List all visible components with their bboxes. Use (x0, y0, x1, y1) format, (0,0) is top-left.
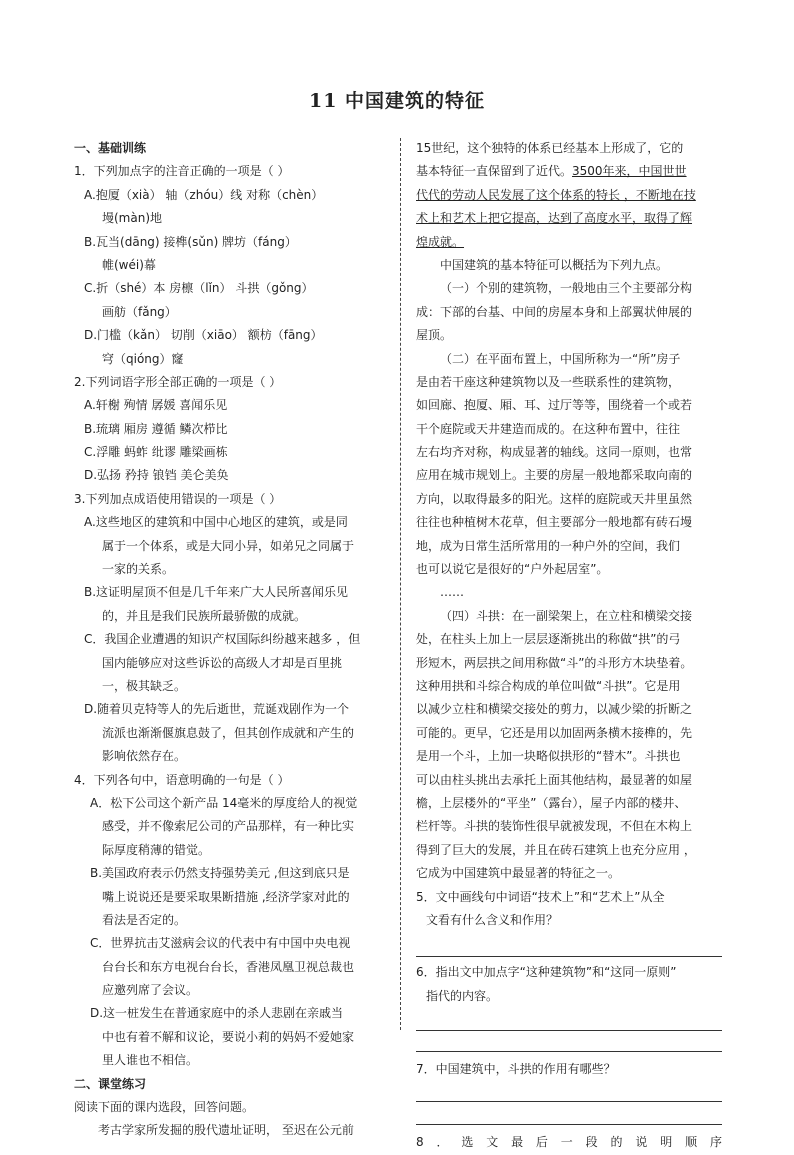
question-stem-q8 (416, 1131, 722, 1154)
option-line: 的，并且是我们民族所最骄傲的成就。 (102, 608, 307, 623)
option-line: 感受，并不像索尼公司的产品那样，有一种比实 (102, 819, 355, 834)
q8-char: 选 (461, 1135, 474, 1150)
passage-line: 如回廊、抱厦、厢、耳、过厅等等，围绕着一个或若 (416, 398, 693, 413)
option-line: 一家的关系。 (102, 562, 175, 577)
option-line: 一，极其缺乏。 (102, 678, 187, 693)
passage-line: （一）个别的建筑物，一般地由三个主要部分构 (440, 281, 693, 296)
question-stem: 3.下列加点成语使用错误的一项是（ ） (74, 491, 282, 506)
passage-line: 屋顶。 (416, 328, 453, 343)
passage-line: 方向，以取得最多的阳光。这样的庭院或天井里虽然 (416, 491, 693, 506)
passage-line: 往往也种植树木花草，但主要部分一般地都有砖石墁 (416, 515, 693, 530)
option-line: C.折（shé）本 房檩（lǐn） 斗拱（gǒng） (84, 281, 314, 296)
option-line: 属于一个体系，或是大同小异，如弟兄之同属于 (102, 538, 355, 553)
answer-line[interactable] (416, 1031, 722, 1052)
answer-line[interactable] (416, 1081, 722, 1102)
passage-line: 得到了巨大的发展，并且在砖石建筑上也充分应用 ， (416, 842, 696, 857)
option-line: 嘴上说说还是要采取果断措施 ,经济学家对此的 (102, 889, 350, 904)
option-line: 台台长和东方电视台台长，香港凤凰卫视总裁也 (102, 959, 355, 974)
section-heading: 二、课堂练习 (74, 1076, 147, 1091)
passage-line: 栏杆等。斗拱的装饰性很早就被发现，不但在木构上 (416, 819, 693, 834)
option-line: D.随着贝克特等人的先后逝世，荒诞戏剧作为一个 (84, 702, 350, 717)
option-line: B.这证明屋顶不但是几千年来广大人民所喜闻乐见 (84, 585, 349, 600)
passage-line: 也可以说它是很好的“户外起居室”。 (416, 562, 609, 577)
passage-line: 它成为中国建筑中最显著的特征之一。 (416, 866, 621, 881)
left-column (74, 137, 386, 1143)
ellipsis: …… (440, 585, 464, 600)
option-line: D.弘扬 矜持 锒铛 美仑美奂 (84, 468, 229, 483)
passage-line: 可以由柱头挑出去承托上面其他结构，最显著的如屋 (416, 772, 693, 787)
option-line: D.门槛（kǎn） 切削（xiāo） 额枋（fāng） (84, 328, 323, 343)
passage-line: 考古学家所发掘的殷代遗址证明， 至迟在公元前 (98, 1123, 354, 1138)
option-line: C．我国企业遭遇的知识产权国际纠纷越来越多 ，但 (84, 632, 361, 647)
option-line: C.浮雕 蚂蚱 纰谬 雕梁画栋 (84, 445, 228, 460)
option-line: B.瓦当(dāng) 接榫(sǔn) 牌坊（fáng） (84, 234, 297, 249)
passage-line: 中国建筑的基本特征可以概括为下列九点。 (440, 257, 669, 272)
option-line: B.美国政府表示仍然支持强势美元 ,但这到底只是 (90, 866, 350, 881)
option-line: 穹（qióng）窿 (102, 351, 184, 366)
question-stem: 6．指出文中加点字“这种建筑物”和“这同一原则” (416, 965, 677, 980)
q8-char: 明 (660, 1135, 673, 1150)
q8-char: 的 (610, 1135, 623, 1150)
passage-line: 檐，上层楼外的“平坐”（露台），屋子内部的楼井、 (416, 795, 687, 810)
passage-line: 15世纪，这个独特的体系已经基本上形成了，它的 (416, 141, 684, 155)
option-line: 际厚度稍薄的错觉。 (102, 842, 211, 857)
q8-char: 段 (585, 1135, 598, 1150)
underlined-sentence: 术上和艺术上把它提高，达到了高度水平，取得了辉 (416, 211, 693, 226)
option-line: 墁(màn)地 (102, 211, 163, 226)
passage-line: 处，在柱头上加上一层层逐渐挑出的称做“拱”的弓 (416, 632, 681, 647)
option-line: 中也有着不解和议论，要说小莉的妈妈不爱她家 (102, 1029, 355, 1044)
right-column (416, 137, 722, 1155)
option-line: 流派也渐渐偃旗息鼓了，但其创作成就和产生的 (102, 725, 355, 740)
q8-char: 序 (709, 1135, 722, 1150)
q8-char: 8 (416, 1135, 424, 1150)
question-stem: 5．文中画线句中词语“技术上”和“艺术上”从全 (416, 889, 665, 904)
option-line: D.这一桩发生在普通家庭中的杀人悲剧在亲戚当 (90, 1006, 344, 1021)
q8-char: 后 (535, 1135, 548, 1150)
q8-char: ． (436, 1135, 449, 1150)
q8-char: 一 (560, 1135, 573, 1150)
question-stem: 指代的内容。 (426, 988, 499, 1003)
passage-text: 基本特征一直保留到了近代。 (416, 164, 573, 179)
option-line: A．松下公司这个新产品 14毫米的厚度给人的视觉 (90, 795, 358, 810)
option-line: A.抱厦（xià） 轴（zhóu）线 对称（chèn） (84, 187, 324, 202)
option-line: B.琉璃 厢房 遵循 鳞次栉比 (84, 421, 228, 436)
passage-line: 是由若干座这种建筑物以及一些联系性的建筑物， (416, 374, 681, 389)
option-line: 里人谁也不相信。 (102, 1053, 199, 1068)
question-stem: 文看有什么含义和作用？ (426, 912, 559, 927)
q8-char: 说 (635, 1135, 648, 1150)
option-line: 看法是否定的。 (102, 912, 187, 927)
passage-line: 地，成为日常生活所常用的一种户外的空间，我们 (416, 538, 681, 553)
q8-char: 顺 (685, 1135, 698, 1150)
passage-line: 可能的。更早，它还是用以加固两条横木接榫的，先 (416, 725, 693, 740)
option-line: 国内能够应对这些诉讼的高级人才却是百里挑 (102, 655, 343, 670)
answer-line[interactable] (416, 932, 722, 957)
underlined-sentence: 代代的劳动人民发展了这个体系的特长 ，不断地在技 (416, 187, 696, 202)
option-line: 帷(wéi)幕 (102, 257, 156, 272)
option-line: 画舫（fǎng） (102, 304, 177, 319)
passage-line: 是用一个斗，上加一块略似拱形的“替木”。斗拱也 (416, 749, 681, 764)
passage-line: （二）在平面布置上，中国所称为一“所”房子 (440, 351, 681, 366)
passage-line: 以减少立柱和横梁交接处的剪力，以减少梁的折断之 (416, 702, 693, 717)
underlined-sentence: 3500年来，中国世世 (572, 164, 687, 179)
question-stem: 2.下列词语字形全部正确的一项是（ ） (74, 374, 282, 389)
underlined-sentence: 煌成就。 (416, 234, 465, 249)
passage-line: 干个庭院或天井建造而成的。在这种布置中，往往 (416, 421, 681, 436)
answer-line[interactable] (416, 1008, 722, 1031)
question-stem: 7．中国建筑中，斗拱的作用有哪些？ (416, 1062, 616, 1077)
passage-line: 应用在城市规划上。主要的房屋一般地都采取向南的 (416, 468, 693, 483)
question-stem: 1．下列加点字的注音正确的一项是（ ） (74, 164, 290, 179)
option-line: 应邀列席了会议。 (102, 983, 199, 998)
passage-line: （四）斗拱：在一副梁架上，在立柱和横梁交接 (440, 608, 693, 623)
q8-char: 最 (511, 1135, 524, 1150)
reading-instruction: 阅读下面的课内选段，回答问题。 (74, 1100, 255, 1115)
option-line: A.轩榭 殉情 孱媛 喜闻乐见 (84, 398, 228, 413)
passage-line: 成：下部的台基、中间的房屋本身和上部翼状伸展的 (416, 304, 693, 319)
section-heading: 一、基础训练 (74, 141, 147, 155)
option-line: C．世界抗击艾滋病会议的代表中有中国中央电视 (90, 936, 351, 951)
answer-line[interactable] (416, 1102, 722, 1125)
q8-char: 文 (486, 1135, 499, 1150)
column-divider (400, 138, 401, 1030)
passage-line: 左右均齐对称，构成显著的轴线。这同一原则，也常 (416, 445, 693, 460)
passage-line (416, 160, 722, 183)
option-line: 影响依然存在。 (102, 749, 187, 764)
passage-line: 这种用拱和斗综合构成的单位叫做“斗拱”。它是用 (416, 678, 681, 693)
page-title: 11 中国建筑的特征 (308, 90, 486, 112)
option-line: A.这些地区的建筑和中国中心地区的建筑，或是同 (84, 515, 348, 530)
passage-line: 形短木，两层拱之间用称做“斗”的斗形方木块垫着。 (416, 655, 693, 670)
question-stem: 4．下列各句中，语意明确的一句是（ ） (74, 772, 290, 787)
